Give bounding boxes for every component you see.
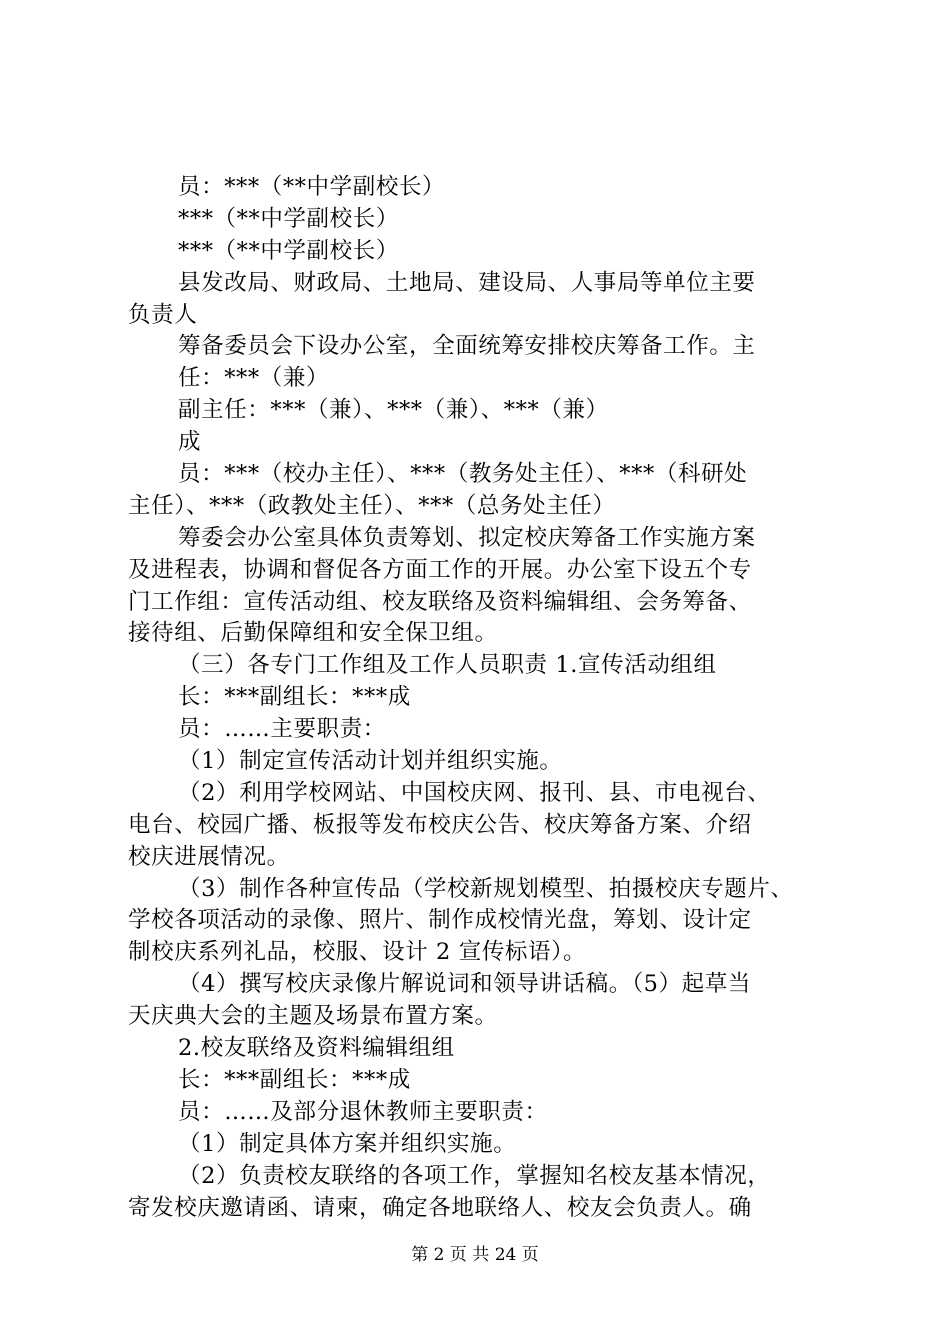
text-line: 筹备委员会下设办公室，全面统筹安排校庆筹备工作。主 <box>178 333 756 360</box>
text-line: 制校庆系列礼品，校服、设计 2 宣传标语）。 <box>128 939 587 966</box>
text-line: 员：……主要职责： <box>178 716 386 743</box>
text-line: 长：***副组长：***成 <box>178 1066 411 1093</box>
text-line: 负责人 <box>128 301 198 328</box>
text-line: （2）负责校友联络的各项工作，掌握知名校友基本情况， <box>178 1162 771 1189</box>
text-line: 寄发校庆邀请函、请柬，确定各地联络人、校友会负责人。确 <box>128 1194 752 1221</box>
text-line: 任：***（兼） <box>178 365 330 392</box>
text-line: 学校各项活动的录像、照片、制作成校情光盘，筹划、设计定 <box>128 907 752 934</box>
text-line: （4）撰写校庆录像片解说词和领导讲话稿。（5）起草当 <box>178 971 751 998</box>
text-line: 员：……及部分退休教师主要职责： <box>178 1098 548 1125</box>
text-line: 2.校友联络及资料编辑组组 <box>178 1035 455 1062</box>
text-line: （2）利用学校网站、中国校庆网、报刊、县、市电视台、 <box>178 779 771 806</box>
text-line: ***（**中学副校长） <box>178 237 399 264</box>
text-line: 电台、校园广播、板报等发布校庆公告、校庆筹备方案、介绍 <box>128 811 752 838</box>
text-line: 主任）、***（政教处主任）、***（总务处主任） <box>128 492 616 519</box>
text-line: （三）各专门工作组及工作人员职责 1.宣传活动组组 <box>178 652 717 679</box>
text-line: 校庆进展情况。 <box>128 843 290 870</box>
text-line: 长：***副组长：***成 <box>178 684 411 711</box>
document-body <box>128 172 834 1224</box>
text-line: 及进程表，协调和督促各方面工作的开展。办公室下设五个专 <box>128 556 752 583</box>
page-footer: 第 2 页 共 24 页 <box>411 1245 539 1265</box>
text-line: ***（**中学副校长） <box>178 205 399 232</box>
text-line: 副主任：***（兼）、***（兼）、***（兼） <box>178 397 609 424</box>
text-line: 员：***（**中学副校长） <box>178 174 446 200</box>
text-line: （3）制作各种宣传品（学校新规划模型、拍摄校庆专题片、 <box>178 875 794 902</box>
text-line: 天庆典大会的主题及场景布置方案。 <box>128 1003 498 1030</box>
text-line: 县发改局、财政局、土地局、建设局、人事局等单位主要 <box>178 269 756 296</box>
text-line: （1）制定具体方案并组织实施。 <box>178 1130 517 1157</box>
text-line: 成 <box>178 429 202 456</box>
text-line: 接待组、后勤保障组和安全保卫组。 <box>128 620 498 647</box>
text-line: 筹委会办公室具体负责筹划、拟定校庆筹备工作实施方案 <box>178 524 756 551</box>
text-line: （1）制定宣传活动计划并组织实施。 <box>178 748 563 775</box>
text-line: 员：***（校办主任）、***（教务处主任）、***（科研处 <box>178 461 748 488</box>
text-line: 门工作组：宣传活动组、校友联络及资料编辑组、会务筹备、 <box>128 588 752 615</box>
